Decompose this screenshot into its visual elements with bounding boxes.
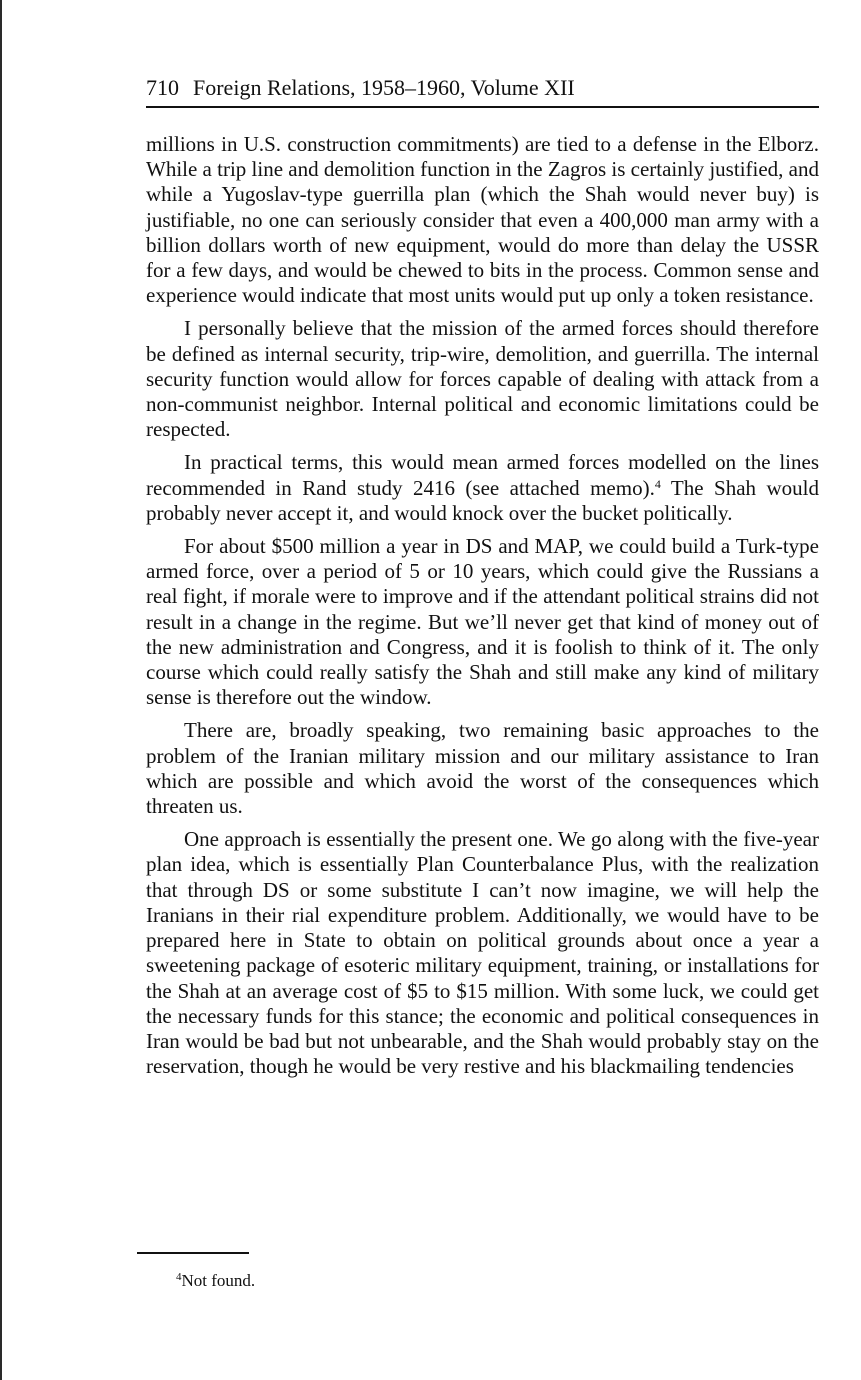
- paragraph-two-approaches: There are, broadly speaking, two remaining basic approaches to the problem of the Iranian military mission and our military assistance to Iran which are possible and which avoid the worst of the consequences which threaten us.: [146, 718, 819, 819]
- paragraph-text: The Shah would probably never accept it, and would knock over the bucket politically.: [146, 475, 819, 525]
- footnote-text: Not found.: [181, 1271, 256, 1290]
- paragraph-present-approach: One approach is essentially the present one. We go along with the five-year plan idea, which is essentially Plan Counterbalance Plus, with the realization that through DS or some substitute I can’t now imagine, we will help the Iranians in their rial expenditure problem. Additionally, we would have to be prepared here in State to obtain on political grounds about once a year a sweetening package of esoteric military equipment, training, or installations for the Shah at an average cost of $5 to $15 million. With some luck, we could get the necessary funds for this stance; the economic and political consequences in Iran would be bad but not unbearable, and the Shah would probably stay on the reservation, though he would be very restive and his blackmailing tendencies: [146, 827, 819, 1079]
- paragraph-continued: millions in U.S. construction commitments) are tied to a defense in the Elborz. While a trip line and demolition function in the Zagros is certainly justified, and while a Yugoslav-type guerrilla plan (which the Shah would never buy) is justifiable, no one can seriously consider that even a 400,000 man army with a billion dollars worth of new equipment, would do more than delay the USSR for a few days, and would be chewed to bits in the process. Common sense and experience would indicate that most units would put up only a token resistance.: [146, 132, 819, 308]
- footnote-rule: [137, 1252, 249, 1254]
- document-body: [146, 132, 819, 1087]
- page-number: 710: [146, 75, 179, 100]
- running-title: Foreign Relations, 1958–1960, Volume XII: [193, 75, 575, 100]
- paragraph-mission: I personally believe that the mission of the armed forces should therefore be defined as internal security, trip-wire, demolition, and guerrilla. The internal security function would allow for forces capable of dealing with attack from a non-communist neighbor. Internal political and economic limitations could be respected.: [146, 316, 819, 442]
- paragraph-text: In practical terms, this would mean armed forces modelled on the lines recommended in Rand study 2416 (see attached memo).: [146, 450, 819, 500]
- paragraph-practical-terms: [146, 450, 819, 526]
- footnote-marker: 4: [176, 1271, 182, 1283]
- page-edge-border: [0, 0, 2, 1380]
- footnote: [176, 1270, 255, 1292]
- header-rule: [146, 106, 819, 108]
- running-header: [146, 74, 819, 102]
- footnote-reference: 4: [654, 476, 661, 491]
- paragraph-turk-type-force: For about $500 million a year in DS and MAP, we could build a Turk-type armed force, over a period of 5 or 10 years, which could give the Russians a real fight, if morale were to improve and if the attendant political strains did not result in a change in the regime. But we’ll never get that kind of money out of the new administration and Congress, and it is foolish to think of it. The only course which could really satisfy the Shah and still make any kind of military sense is therefore out the window.: [146, 534, 819, 710]
